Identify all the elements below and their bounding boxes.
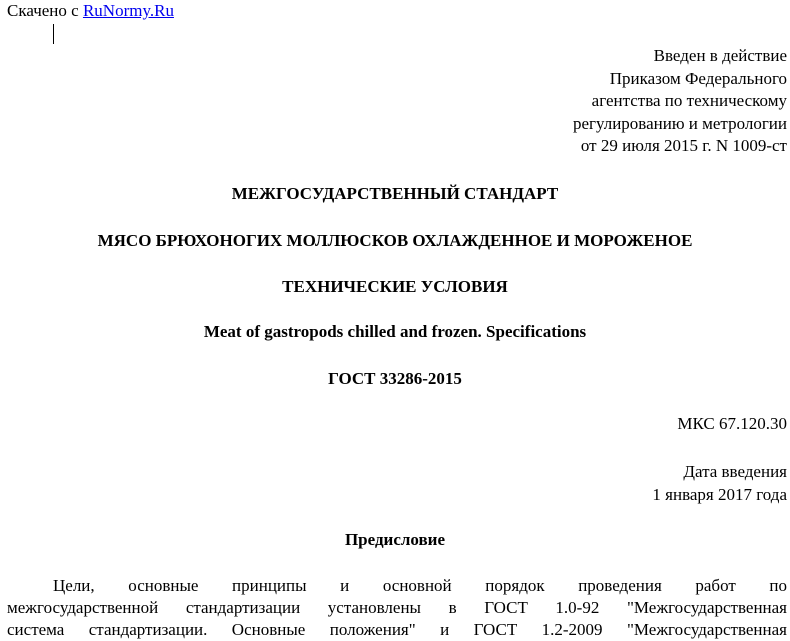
standard-type-title: МЕЖГОСУДАРСТВЕННЫЙ СТАНДАРТ <box>231 184 559 203</box>
enactment-block <box>573 45 787 158</box>
paragraph-line: Цели, основные принципы и основной порядок проведения работ по <box>53 576 787 595</box>
enactment-line: Введен в действие <box>653 46 787 65</box>
paragraph-line: система стандартизации. Основные положения" и ГОСТ 1.2-2009 "Межгосударственная <box>7 619 787 639</box>
source-line <box>7 1 174 21</box>
product-title: МЯСО БРЮХОНОГИХ МОЛЛЮСКОВ ОХЛАЖДЕННОЕ И МОРОЖЕНОЕ <box>97 231 693 250</box>
specifications-title: ТЕХНИЧЕСКИЕ УСЛОВИЯ <box>282 277 508 296</box>
paragraph-line: межгосударственной стандартизации установлены в ГОСТ 1.0-92 "Межгосударственная <box>7 597 787 617</box>
source-link[interactable]: RuNormy.Ru <box>82 1 174 20</box>
introduction-date-value: 1 января 2017 года <box>652 485 787 504</box>
enactment-line: Приказом Федерального <box>609 68 787 88</box>
mks-code: МКС 67.120.30 <box>677 414 787 433</box>
english-title: Meat of gastropods chilled and frozen. Specifications <box>203 322 587 341</box>
source-prefix: Скачено с <box>7 1 79 20</box>
preface-paragraph <box>7 575 787 640</box>
text-cursor <box>53 24 54 44</box>
enactment-line: агентства по техническому <box>591 91 787 111</box>
preface-heading: Предисловие <box>344 530 446 549</box>
enactment-line: регулированию и метрологии <box>572 113 787 133</box>
gost-number: ГОСТ 33286-2015 <box>328 369 462 388</box>
introduction-date-label: Дата введения <box>683 462 787 481</box>
introduction-date-block <box>652 460 787 506</box>
enactment-line: от 29 июля 2015 г. N 1009-ст <box>580 136 787 156</box>
